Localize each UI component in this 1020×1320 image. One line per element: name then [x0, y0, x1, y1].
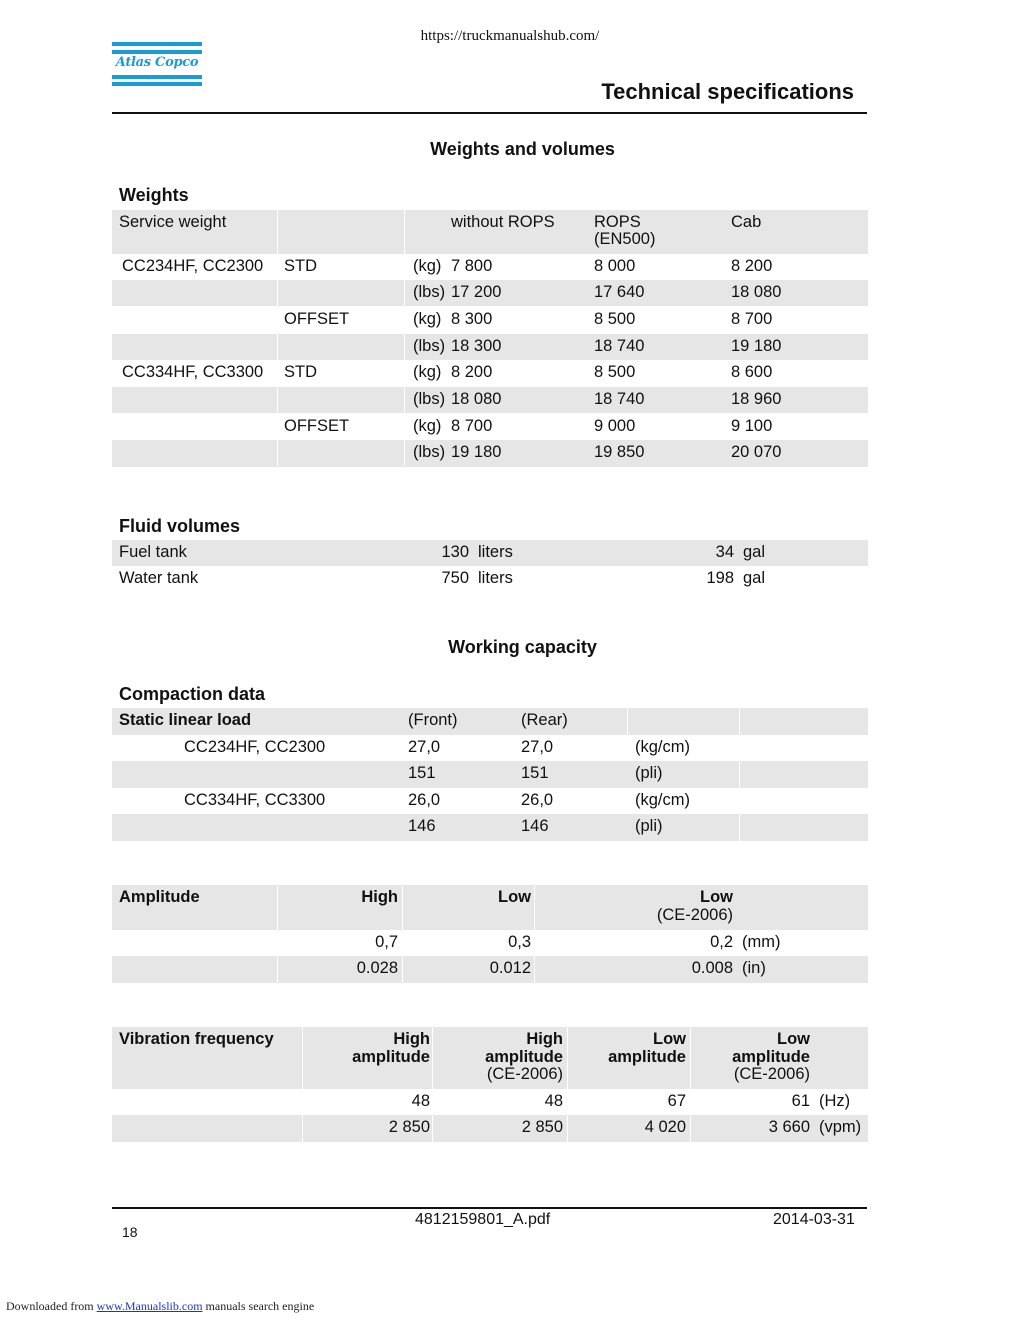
value-cell: 0.008: [691, 959, 733, 977]
unit-cell: (lbs): [413, 337, 446, 355]
value-cell: 48: [544, 1092, 563, 1110]
table-row: [112, 540, 868, 566]
footer-filename: 4812159801_A.pdf: [415, 1211, 551, 1228]
fluid-name-cell: Fuel tank: [119, 543, 187, 561]
unit-cell: (Hz): [819, 1092, 851, 1110]
value-cell: 18 740: [594, 337, 645, 355]
table-header-cell: Vibration frequency: [119, 1030, 274, 1048]
table-header-cell: (CE-2006): [656, 906, 733, 924]
unit-cell: (lbs): [413, 443, 446, 461]
table-header-cell: Low: [777, 1030, 810, 1048]
unit-cell: liters: [478, 543, 513, 561]
value-cell: 9 100: [731, 417, 773, 435]
value-cell: 146: [408, 817, 436, 835]
table-header-cell: amplitude: [485, 1048, 563, 1066]
value-cell: 750: [441, 569, 469, 587]
table-row: [112, 735, 868, 761]
table-header-cell: Low: [653, 1030, 686, 1048]
subsection-title-fluid-volumes: Fluid volumes: [119, 516, 241, 536]
value-cell: 4 020: [644, 1118, 686, 1136]
header-divider: [112, 112, 867, 114]
value-cell: 26,0: [408, 791, 441, 809]
model-cell: CC334HF, CC3300: [184, 791, 326, 809]
config-cell: STD: [284, 257, 317, 275]
table-header-cell: Static linear load: [119, 711, 252, 729]
value-cell: 20 070: [731, 443, 782, 461]
value-cell: 2 850: [521, 1118, 563, 1136]
value-cell: 8 500: [594, 310, 636, 328]
unit-cell: (kg): [413, 310, 442, 328]
value-cell: 0.028: [356, 959, 398, 977]
unit-cell: liters: [478, 569, 513, 587]
value-cell: 18 740: [594, 390, 645, 408]
table-header-cell: amplitude: [732, 1048, 810, 1066]
subsection-title-compaction-data: Compaction data: [119, 684, 266, 704]
value-cell: 146: [521, 817, 549, 835]
table-header-cell: (Rear): [521, 711, 568, 729]
unit-cell: (lbs): [413, 283, 446, 301]
value-cell: 198: [706, 569, 734, 587]
value-cell: 67: [667, 1092, 686, 1110]
table-row: [112, 930, 868, 956]
table-header-cell: (EN500): [594, 230, 656, 248]
table-row: [112, 1115, 868, 1142]
value-cell: 8 700: [451, 417, 493, 435]
table-header-cell: Low: [700, 888, 733, 906]
table-row: [112, 360, 868, 386]
table-row: [112, 307, 868, 333]
table-row: [112, 1089, 868, 1115]
value-cell: 151: [408, 764, 436, 782]
unit-cell: (pli): [635, 764, 663, 782]
section-title-weights-volumes: Weights and volumes: [430, 139, 615, 159]
unit-cell: gal: [743, 569, 766, 587]
atlas-copco-logo: [112, 42, 202, 86]
table-header-cell: Service weight: [119, 213, 227, 231]
table-header-cell: Amplitude: [119, 888, 200, 906]
table-header-cell: (CE-2006): [486, 1065, 563, 1083]
table-header-cell: High: [526, 1030, 563, 1048]
value-cell: 18 080: [731, 283, 782, 301]
unit-cell: (kg): [413, 363, 442, 381]
manualslib-link[interactable]: www.Manualslib.com: [96, 1299, 203, 1313]
value-cell: 7 800: [451, 257, 493, 275]
table-header-cell: Cab: [731, 213, 762, 231]
table-row: [112, 566, 868, 592]
value-cell: 8 500: [594, 363, 636, 381]
value-cell: 19 850: [594, 443, 645, 461]
value-cell: 0,3: [508, 933, 531, 951]
value-cell: 0,2: [710, 933, 733, 951]
table-row: [112, 280, 868, 306]
unit-cell: (kg): [413, 257, 442, 275]
value-cell: 27,0: [521, 738, 554, 756]
value-cell: 8 200: [451, 363, 493, 381]
config-cell: STD: [284, 363, 317, 381]
page-title: Technical specifications: [601, 79, 854, 104]
value-cell: 8 700: [731, 310, 773, 328]
vibration-table-header: [112, 1027, 868, 1089]
value-cell: 17 200: [451, 283, 502, 301]
model-cell: CC334HF, CC3300: [122, 363, 264, 381]
page-number: 18: [122, 1224, 138, 1240]
model-cell: CC234HF, CC2300: [184, 738, 326, 756]
credit-prefix: Downloaded from: [6, 1299, 94, 1313]
value-cell: 48: [411, 1092, 430, 1110]
table-header-cell: Low: [498, 888, 531, 906]
table-row: [112, 440, 868, 467]
value-cell: 34: [715, 543, 734, 561]
table-header-cell: (Front): [408, 711, 458, 729]
value-cell: 27,0: [408, 738, 441, 756]
value-cell: 17 640: [594, 283, 645, 301]
table-row: [112, 254, 868, 280]
fluid-name-cell: Water tank: [119, 569, 199, 587]
unit-cell: (kg): [413, 417, 442, 435]
value-cell: 26,0: [521, 791, 554, 809]
footer-date: 2014-03-31: [773, 1211, 855, 1228]
unit-cell: (pli): [635, 817, 663, 835]
table-row: [112, 334, 868, 360]
value-cell: 61: [791, 1092, 810, 1110]
value-cell: 18 960: [731, 390, 782, 408]
value-cell: 2 850: [388, 1118, 430, 1136]
subsection-title-weights: Weights: [119, 185, 189, 205]
unit-cell: (kg/cm): [635, 738, 690, 756]
value-cell: 8 600: [731, 363, 773, 381]
table-header-cell: High: [393, 1030, 430, 1048]
table-row: [112, 956, 868, 983]
value-cell: 3 660: [768, 1118, 810, 1136]
value-cell: 9 000: [594, 417, 636, 435]
compaction-table-header: [112, 708, 868, 735]
unit-cell: (mm): [742, 933, 781, 951]
table-row: [112, 761, 868, 788]
unit-cell: (vpm): [819, 1118, 862, 1136]
unit-cell: (in): [742, 959, 766, 977]
value-cell: 18 080: [451, 390, 502, 408]
footer-divider: [112, 1207, 867, 1209]
table-row: [112, 387, 868, 413]
source-url: https://truckmanualshub.com/: [420, 28, 600, 44]
table-row: [112, 814, 868, 841]
download-credit: [6, 1299, 314, 1314]
unit-cell: gal: [743, 543, 766, 561]
table-header-cell: ROPS: [594, 213, 641, 231]
value-cell: 19 180: [731, 337, 782, 355]
config-cell: OFFSET: [284, 417, 350, 435]
value-cell: 8 000: [594, 257, 636, 275]
table-header-cell: amplitude: [352, 1048, 430, 1066]
table-header-cell: amplitude: [608, 1048, 686, 1066]
table-header-cell: (CE-2006): [733, 1065, 810, 1083]
table-header-cell: without ROPS: [451, 213, 555, 231]
value-cell: 130: [441, 543, 469, 561]
value-cell: 8 300: [451, 310, 493, 328]
weights-table-header: [112, 210, 868, 254]
table-header-cell: High: [361, 888, 398, 906]
value-cell: 0,7: [375, 933, 398, 951]
model-cell: CC234HF, CC2300: [122, 257, 264, 275]
table-row: [112, 414, 868, 440]
unit-cell: (lbs): [413, 390, 446, 408]
value-cell: 0.012: [489, 959, 531, 977]
credit-suffix: manuals search engine: [205, 1299, 315, 1313]
logo-text: Atlas Copco: [115, 55, 199, 70]
amplitude-table-header: [112, 885, 868, 930]
table-row: [112, 788, 868, 814]
config-cell: OFFSET: [284, 310, 350, 328]
value-cell: 19 180: [451, 443, 502, 461]
value-cell: 151: [521, 764, 549, 782]
value-cell: 18 300: [451, 337, 502, 355]
value-cell: 8 200: [731, 257, 773, 275]
unit-cell: (kg/cm): [635, 791, 690, 809]
section-title-working-capacity: Working capacity: [448, 637, 597, 657]
